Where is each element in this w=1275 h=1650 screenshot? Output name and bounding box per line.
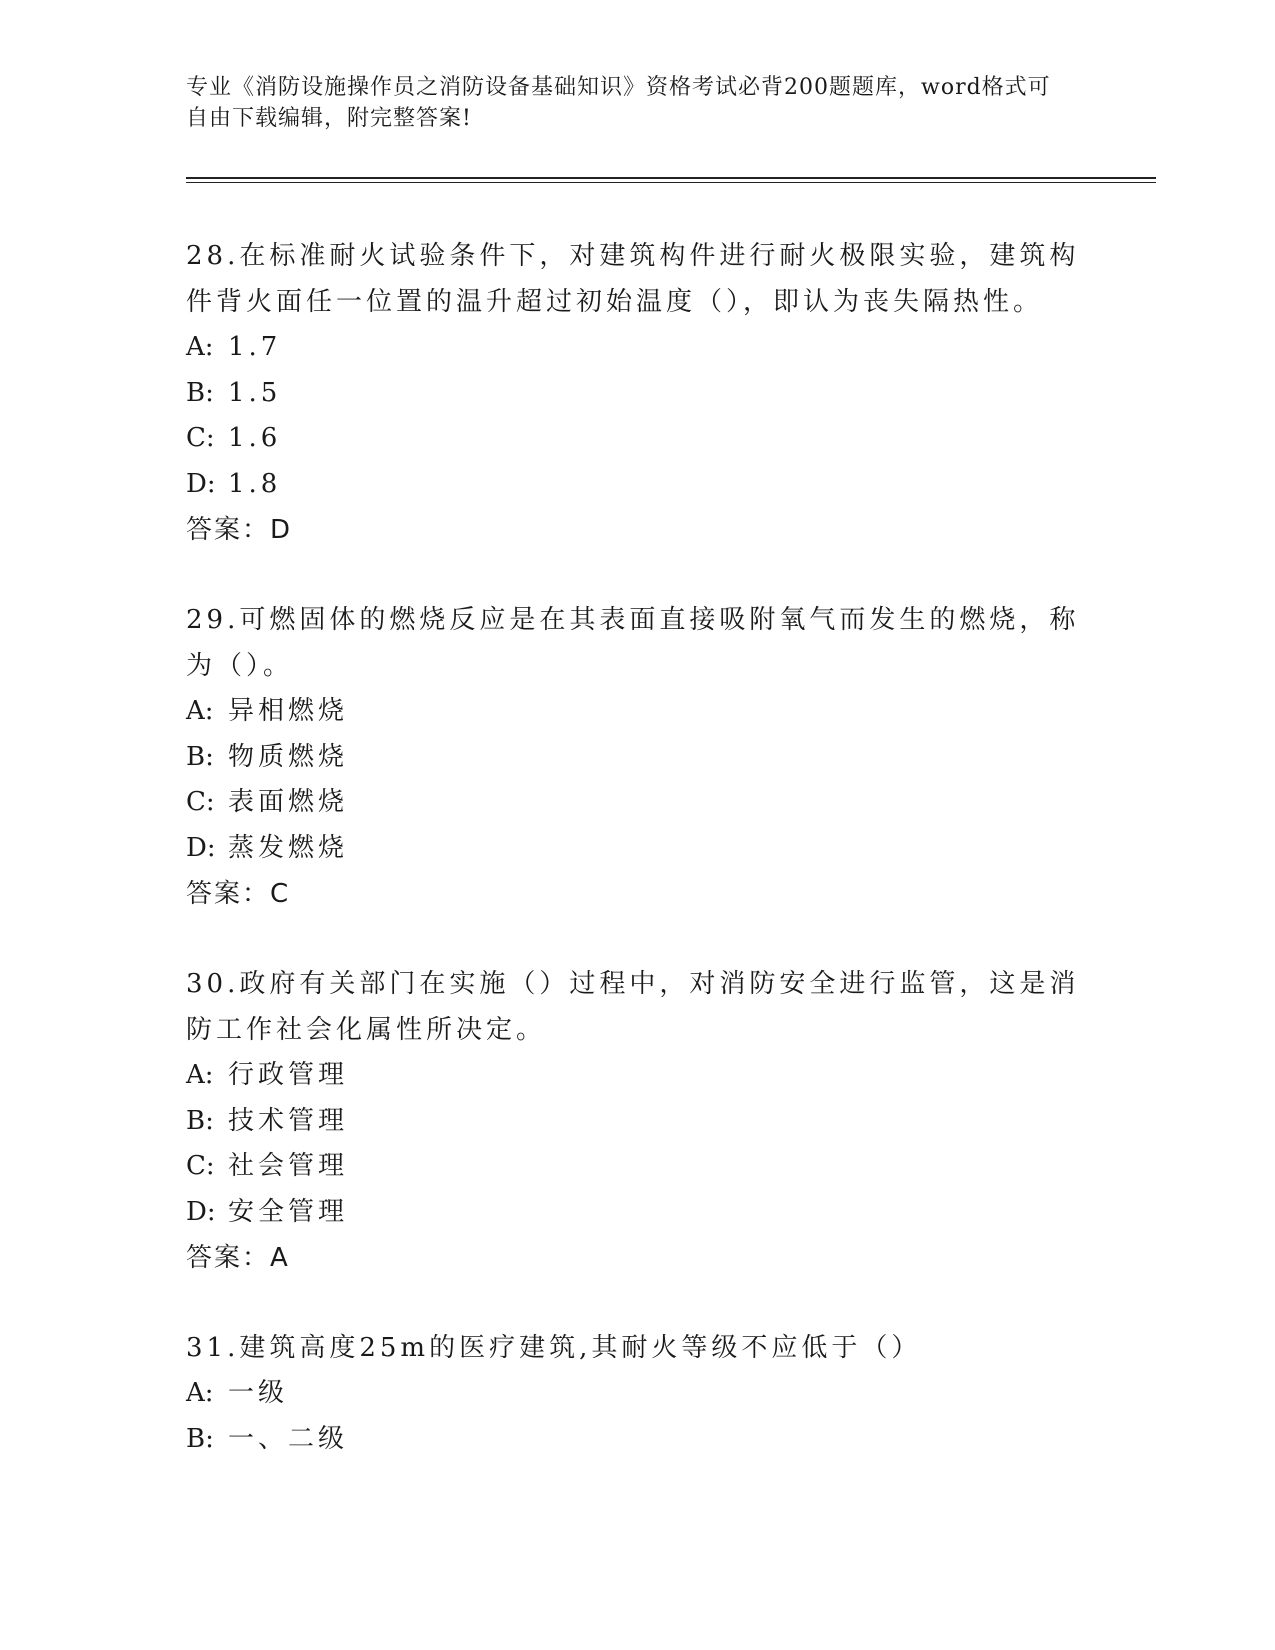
option-value: 蒸发燃烧 bbox=[228, 832, 349, 863]
option-value: 1.6 bbox=[228, 423, 282, 453]
option-a bbox=[186, 1053, 1086, 1099]
question-text: 29.可燃固体的燃烧反应是在其表面直接吸附氧气而发生的燃烧，称为（）。 bbox=[186, 605, 1080, 681]
option-a bbox=[186, 325, 1086, 371]
option-key: B: bbox=[186, 741, 214, 772]
option-b bbox=[186, 371, 1086, 417]
question-text: 31.建筑高度25m的医疗建筑,其耐火等级不应低于（） bbox=[186, 1333, 922, 1363]
option-value: 表面燃烧 bbox=[228, 787, 349, 817]
option-c bbox=[186, 1144, 1086, 1190]
option-value: 一级 bbox=[228, 1378, 289, 1408]
option-d bbox=[186, 826, 1086, 872]
question-30 bbox=[186, 961, 1086, 1281]
option-c bbox=[186, 780, 1086, 826]
question-29 bbox=[186, 597, 1086, 917]
option-value: 1.5 bbox=[228, 377, 282, 408]
option-value: 一、二级 bbox=[228, 1423, 349, 1454]
option-d bbox=[186, 462, 1086, 508]
document-header: 专业《消防设施操作员之消防设备基础知识》资格考试必背200题题库，word格式可自由下载编辑，附完整答案! bbox=[186, 75, 1051, 131]
option-value: 社会管理 bbox=[228, 1151, 349, 1181]
option-b bbox=[186, 1417, 1086, 1463]
option-value: 1.7 bbox=[228, 332, 282, 362]
option-a bbox=[186, 689, 1086, 735]
option-key: A: bbox=[186, 696, 214, 726]
option-key: C: bbox=[186, 423, 215, 453]
option-a bbox=[186, 1371, 1086, 1417]
option-key: B: bbox=[186, 1423, 214, 1454]
question-list bbox=[186, 233, 1086, 1506]
option-value: 异相燃烧 bbox=[228, 696, 349, 726]
option-value: 物质燃烧 bbox=[228, 741, 349, 772]
option-key: D: bbox=[186, 1196, 216, 1227]
question-31 bbox=[186, 1325, 1086, 1462]
header-rule-thick bbox=[186, 177, 1156, 179]
answer-line: 答案：D bbox=[186, 515, 293, 545]
option-value: 安全管理 bbox=[228, 1196, 349, 1227]
option-key: A: bbox=[186, 1378, 214, 1408]
option-key: C: bbox=[186, 787, 215, 817]
option-key: C: bbox=[186, 1151, 215, 1181]
option-b bbox=[186, 1099, 1086, 1145]
answer-line: 答案：A bbox=[186, 1243, 290, 1273]
question-text: 30.政府有关部门在实施（）过程中，对消防安全进行监管，这是消防工作社会化属性所决定。 bbox=[186, 969, 1080, 1045]
option-value: 技术管理 bbox=[228, 1105, 349, 1136]
option-key: A: bbox=[186, 332, 214, 362]
option-key: A: bbox=[186, 1060, 214, 1090]
option-key: D: bbox=[186, 832, 216, 863]
option-key: D: bbox=[186, 468, 216, 499]
question-28 bbox=[186, 233, 1086, 553]
answer-line: 答案：C bbox=[186, 879, 291, 909]
header-rule-thin bbox=[186, 182, 1156, 183]
option-c bbox=[186, 416, 1086, 462]
question-text: 28.在标准耐火试验条件下，对建筑构件进行耐火极限实验，建筑构件背火面任一位置的温升超过初始温度（），即认为丧失隔热性。 bbox=[186, 241, 1080, 317]
option-b bbox=[186, 735, 1086, 781]
option-value: 行政管理 bbox=[228, 1060, 349, 1090]
option-value: 1.8 bbox=[228, 468, 282, 499]
option-key: B: bbox=[186, 377, 214, 408]
option-d bbox=[186, 1190, 1086, 1236]
option-key: B: bbox=[186, 1105, 214, 1136]
